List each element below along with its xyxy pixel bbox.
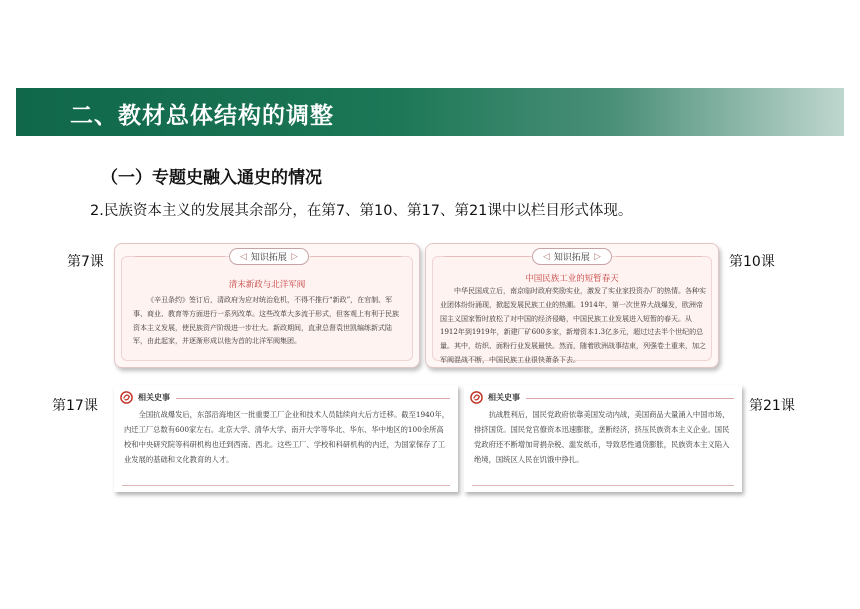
card-lesson-17 — [114, 385, 458, 492]
subheading: （一）专题史融入通史的情况 — [101, 168, 322, 188]
swirl-logo-icon — [470, 391, 483, 404]
card-text: 中华民国成立后，南京临时政府奖励实业，激发了实业家投资办厂的热情。各种实业团体纷纷涌现，掀起发展民族工业的热潮。1914年，第一次世界大战爆发，欧洲帝国主义国家暂时放松了对中国的经济侵略，中国民族工业发展进入短暂的春天。从1912年到1919年，新建厂矿600多家，新增资本1.3亿多元，超过过去半个世纪的总量。其中，纺织、面粉行业发展最快。然而，随着欧洲战事结束，列强卷土重来，加之军阀混战不断，中国民族工业很快萧条下去。 — [440, 287, 706, 364]
card-text: 《辛丑条约》签订后，清政府为应对统治危机，不得不推行“新政”，在官制、军事、商业、教育等方面进行一系列改革。这些改革大多流于形式，但客观上有利于民族资本主义发展，使民族资产阶级进一步壮大。新政期间，直隶总督袁世凯编练新式陆军，由此起家，并逐渐形成以他为首的北洋军阀集团。 — [133, 296, 399, 346]
card-title: 中国民族工业的短暂春天 — [525, 274, 619, 284]
tag-bracket-icon: ◁ — [240, 251, 247, 262]
lesson-17-label: 第17课 — [52, 398, 98, 414]
card-title: 清末新政与北洋军阀 — [228, 280, 306, 290]
lesson-21-label: 第21课 — [749, 398, 795, 414]
lesson-10-label: 第10课 — [729, 254, 775, 270]
lesson-7-label: 第7课 — [67, 254, 104, 270]
card-lesson-10 — [425, 243, 719, 368]
knowledge-tag: ◁ 知识拓展 ▷ — [229, 248, 309, 265]
card-lesson-7 — [114, 243, 420, 368]
title-banner — [16, 88, 844, 136]
swirl-logo-icon — [120, 391, 133, 404]
card-text: 抗战胜利后，国民党政府依靠美国发动内战，美国商品大量涌入中国市场，排挤国货。国民党官僚资本迅速膨胀，垄断经济，挤压民族资本主义企业。国民党政府还不断增加苛捐杂税、滥发纸币，导致恶性通货膨胀，民族资本主义陷入绝境，国统区人民在饥饿中挣扎。 — [474, 410, 730, 464]
card-text: 全国抗战爆发后，东部沿海地区一批重要工厂企业和技术人员陆续向大后方迁移。截至1940年，内迁工厂总数有600家左右。北京大学、清华大学、南开大学等华北、华东、华中地区的100余所高校和中央研究院等科研机构也迁到西南、西北。这些工厂、学校和科研机构的内迁，为国家保存了工业发展的基础和文化教育的人才。 — [124, 410, 450, 464]
description: 2.民族资本主义的发展其余部分，在第7、第10、第17、第21课中以栏目形式体现。 — [90, 203, 633, 219]
slide-title: 二、教材总体结构的调整 — [70, 103, 334, 129]
history-header: 相关史事 — [120, 391, 170, 404]
tag-bracket-icon: ▷ — [290, 251, 298, 262]
history-header: 相关史事 — [470, 391, 520, 404]
card-lesson-21 — [464, 385, 742, 492]
tag-bracket-icon: ▷ — [593, 251, 601, 262]
tag-bracket-icon: ◁ — [543, 251, 550, 262]
knowledge-tag: ◁ 知识拓展 ▷ — [532, 248, 612, 265]
